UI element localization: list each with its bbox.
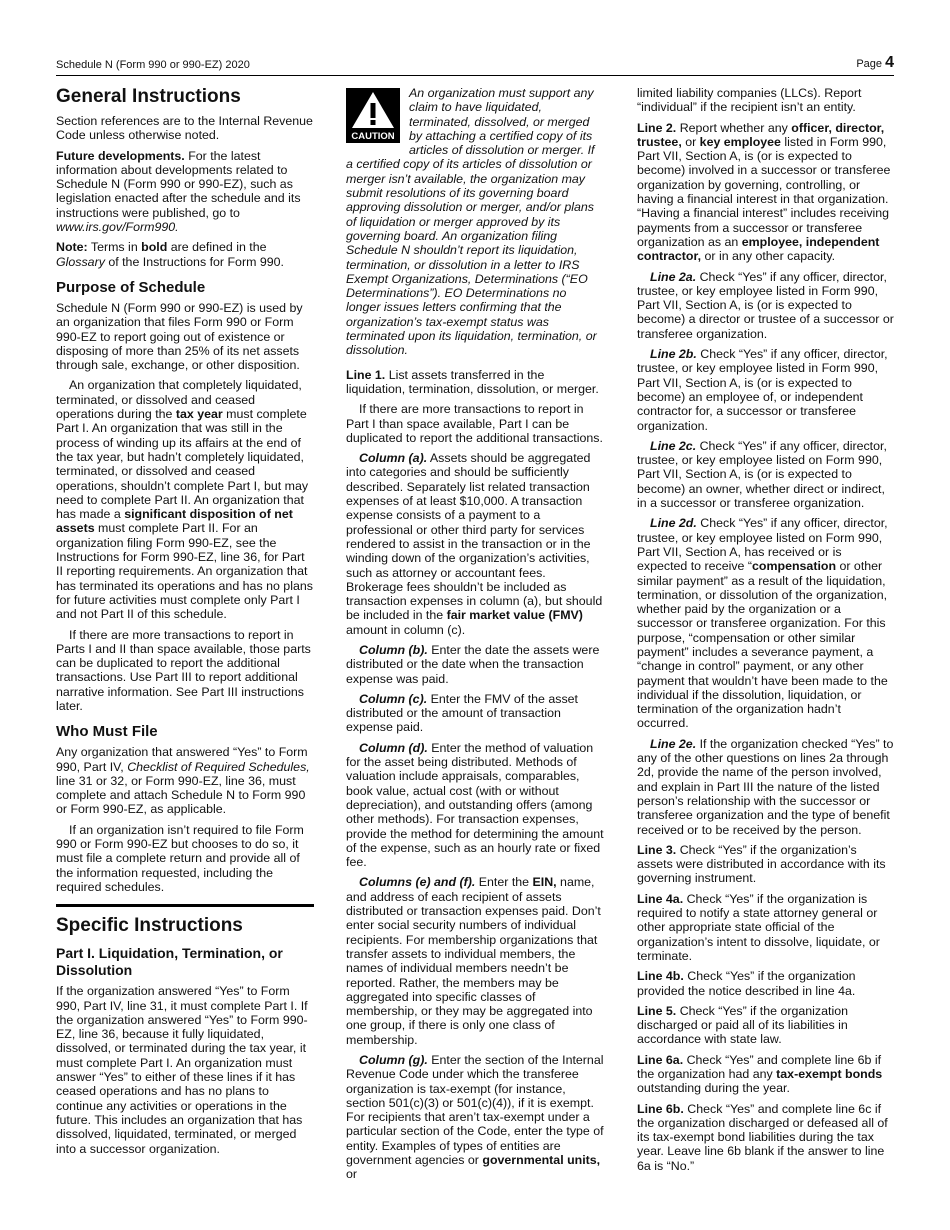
column-d: Column (d). Enter the method of valuation for the asset being distributed. Methods of valuation include appraisals, comparables, book value, actual cost (with or without depreciation), and outstanding offers (among other methods). For transaction expenses, provide the method for determining the amount of the expense, such as an hourly rate or fixed fee. [346,740,604,870]
column-a: Column (a). Assets should be aggregated into categories and should be sufficiently described. Separately list related transaction expenses of at least $10,000. A transaction expense consists of a payment to a professional or other third party for services rendered to assist in the transaction or in the winding down of the organization’s activities, such as attorney or accountant fees. Brokerage fees shouldn’t be included as transaction expenses in column (a), but should be included in the fair market value (FMV) amount in column (c). [346,451,603,637]
line-2c: Line 2c. Check “Yes” if any officer, director, trustee, or key employee listed on Form 990, Part VII, Section A, is (or is expected to become) an owner, whether direct or indirect, in a successor or transferee organization. [637,438,887,511]
column-b: Column (b). Enter the date the assets were distributed or the date when the transaction expense was paid. [346,642,600,686]
part1-heading: Part I. Liquidation, Termination, or Dissolution [56,945,283,979]
page-header [56,55,894,76]
part1-paragraph: If the organization answered “Yes” to Form 990, Part IV, line 31, it must complete Part I. If the organization answered “Yes” to Form 990-EZ, line 36, because it fully liquidated, dissolved, or terminated during the tax year, it must complete Part I. An organization must answer “Yes” to either of these lines if it has ceased operations and has no plans to continue any activities or operations in the future. This includes an organization that has dissolved, liquidated, terminated, or merged into a successor organization. [56,984,308,1156]
note: Note: Terms in bold are defined in the Glossary of the Instructions for Form 990. [56,240,284,269]
line-2: Line 2. Report whether any officer, director, trustee, or key employee listed in Form 990, Part VII, Section A, is (or is expected to become) involved in a successor or transferee organization by governing, controlling, or having a financial interest in that organization. “Having a financial interest” includes receiving payments from a successor or transferee organization as an employee, independent contractor, or in any other capacity. [637,120,891,264]
who-paragraph-1: Any organization that answered “Yes” to Form 990, Part IV, Checklist of Required Schedules, line 31 or 32, or Form 990-EZ, line 36, must complete and attach Schedule N to Form 990 or Form 990-EZ, as applicable. [56,745,310,817]
line-1: Line 1. List assets transferred in the liquidation, termination, dissolution, or merger. [346,367,599,396]
page-number: Page 4 [856,54,894,71]
line-2a: Line 2a. Check “Yes” if any officer, director, trustee, or key employee listed in Form 990, Part VII, Section A, is (or is expected to become) a director or trustee of a successor or transferee organization. [637,269,894,341]
general-instructions-heading: General Instructions [56,86,241,107]
who-paragraph-2: If an organization isn’t required to file Form 990 or Form 990-EZ but chooses to do so, it must file a complete return and provide all of the information requested, including the required schedules. [56,822,304,894]
line-1-more: If there are more transactions to report in Part I than space available, Part I can be duplicated to report the additional transactions. [346,402,603,445]
purpose-heading: Purpose of Schedule [56,278,206,296]
line-4b: Line 4b. Check “Yes” if the organization provided the notice described in line 4a. [637,969,856,998]
purpose-paragraph-3: If there are more transactions to report in Parts I and II than space available, those parts can be duplicated to report the additional transactions. Use Part III to report additional narrative information. See Part III instructions later. [56,627,311,713]
form-name: Schedule N (Form 990 or 990-EZ) 2020 [56,59,250,71]
caution-icon [346,88,400,143]
line-6a: Line 6a. Check “Yes” and complete line 6b if the organization had any tax-exempt bonds outstanding during the year. [637,1052,883,1096]
section-divider [56,904,314,907]
line-2e: Line 2e. If the organization checked “Yes” to any of the other questions on lines 2a through 2d, provide the name of the person involved, and explain in Part III the nature of the listed person’s relationship with the successor or transferee organization and the type of benefit received or to be received by the person. [637,736,894,837]
line-5: Line 5. Check “Yes” if the organization discharged or paid all of its liabilities in accordance with state law. [637,1003,848,1047]
line-2b: Line 2b. Check “Yes” if any officer, director, trustee, or key employee listed in Form 990, Part VII, Section A, is (or is expected to become) an employee of, or independent contractor for, a successor or transferee organization. [637,347,888,433]
column-g-continued: limited liability companies (LLCs). Report “individual” if the recipient isn’t an entity. [637,86,862,115]
section-references: Section references are to the Internal Revenue Code unless otherwise noted. [56,114,313,143]
caution-label: CAUTION [351,131,395,142]
who-must-file-heading: Who Must File [56,723,158,741]
line-6b: Line 6b. Check “Yes” and complete line 6c if the organization discharged or defeased all of its tax-exempt bond liabilities during the tax year. Leave line 6b blank if the answer to line 6a is “No.” [637,1101,888,1173]
line-3: Line 3. Check “Yes” if the organization’s assets were distributed in accordance with its governing instrument. [637,842,886,886]
irs-link[interactable]: www.irs.gov/Form990. [56,220,179,235]
column-left [56,86,314,1162]
caution-text: An organization must support any claim to have liquidated, terminated, dissolved, or merged by attaching a certified copy of its articles of dissolution or merger. If a certified copy of its articles of dissolution or merger isn’t available, the organization may submit resolutions of its governing board approving dissolution or merger, and/or plans of liquidation or merger approved by its governing board. An organization filing Schedule N shouldn’t report its liquidation, termination, or dissolution in a letter to IRS Exempt Organizations, Determinations (“EO Determinations”). EO Determinations no longer issues letters confirming that the organization’s tax-exempt status was terminated upon its liquidation, termination, or dissolution. [346,86,597,358]
caution-block [346,86,604,368]
line-4a: Line 4a. Check “Yes” if the organization is required to notify a state attorney general or other appropriate state official of the organization’s intent to dissolve, liquidate, or terminate. [637,891,880,963]
purpose-paragraph-2: An organization that completely liquidated, terminated, or dissolved and ceased operations during the tax year must complete Part I. An organization that was still in the process of winding up its affairs at the end of the tax year, but hadn’t completely liquidated, terminated, or dissolved and ceased operations, shouldn’t complete Part I, but may need to complete Part II. An organization that has made a significant disposition of net assets must complete Part II. For an organization filing Form 990-EZ, see the Instructions for Form 990-EZ, line 36, for Part II reporting requirements. An organization that has terminated its operations and has no plans for future activities must complete only Part I and not Part II of this schedule. [56,378,313,622]
line-2d: Line 2d. Check “Yes” if any officer, director, trustee, or key employee listed on Form 990, Part VII, Section A, has received or is expected to receive “compensation or other similar payment” as a result of the liquidation, termination, or dissolution of the organization, whether paid by the organization or a successor or transferee organization. For this purpose, “compensation or other similar payment” includes a severance payment, a “change in control” payment, or any other payment that wouldn’t have been made to the individual if the dissolution, liquidation, or termination of the organization hadn’t occurred. [637,516,888,731]
purpose-paragraph-1: Schedule N (Form 990 or 990-EZ) is used by an organization that files Form 990 or Form 990-EZ to report going out of existence or disposing of more than 25% of its net assets through sale, exchange, or other disposition. [56,300,303,373]
columns-e-f: Columns (e) and (f). Enter the EIN, name, and address of each recipient of assets distributed or transaction expenses paid. Don’t enter social security numbers of individual recipients. For membership organizations that transfer assets to individual members, the names of individual members needn’t be reported. Rather, the members may be aggregated into specific classes of membership, or they may be aggregated into one group, if there is only one class of membership. [346,875,601,1047]
column-c: Column (c). Enter the FMV of the asset distributed or the amount of transaction expense paid. [346,691,578,735]
column-middle [346,86,604,1188]
column-right [637,86,895,1179]
column-g: Column (g). Enter the section of the Internal Revenue Code under which the transferee organization is tax-exempt (for instance, section 501(c)(3) or 501(c)(4)), if it is exempt. For recipients that aren’t tax-exempt under a particular section of the Code, enter the type of entity. Examples of types of entities are government agencies or governmental units, or [346,1053,604,1182]
future-developments: Future developments. For the latest information about developments related to Schedule N (Form 990 or 990-EZ), such as legislation enacted after the schedule and its instructions were published, go to www.irs.gov/Form990. [56,148,301,235]
specific-instructions-heading: Specific Instructions [56,915,243,937]
